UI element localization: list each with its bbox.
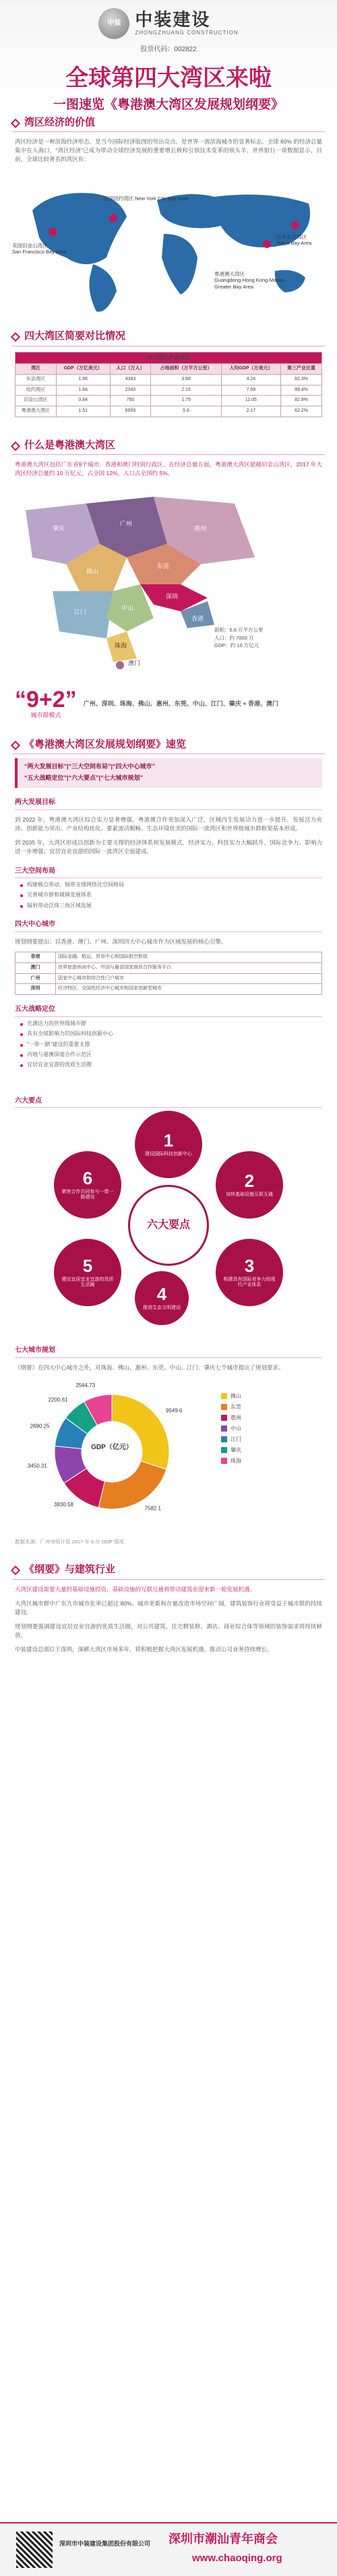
section-title: 《纲要》与建筑行业 <box>24 1564 116 1576</box>
city-label: 惠州 <box>194 525 207 532</box>
outline-pill-line: “两大发展目标”|“三大空间布局”|“四大中心城市” <box>24 763 156 770</box>
table-cell: 82.8% <box>281 396 322 406</box>
gba-stat: GDP：约 10 万亿元 <box>214 642 259 648</box>
section-value-paragraph: 湾区经济是一种滨海经济形态，是当今国际经济版图的突出亮点，是世界一流滨海城市的显著标志。全球 60% 的经济总量集中在入海口，“湾区经济”已成为带动全球经济发展的重要增长极和引领技术变革的领头羊。世界银行一项数据显示，目前，全球比较著名的湾区有： <box>15 138 322 163</box>
section-outline-header <box>12 737 325 754</box>
positions-heading: 五大战略定位 <box>15 1004 322 1017</box>
table-cell: 经济特区、全国性经济中心城市和国家创新型城市 <box>56 984 322 995</box>
section-value-header <box>12 115 325 132</box>
city-label: 香港 <box>191 615 204 623</box>
centers-table <box>15 952 322 995</box>
legend-label: 东莞 <box>231 1403 241 1410</box>
pie-slice <box>112 1394 169 1469</box>
diamond-icon <box>11 118 20 127</box>
pie-value-label: 2690.25 <box>30 1423 50 1430</box>
pie-legend <box>221 1391 241 1467</box>
bay-label-newyork-en: New York City Bay Area <box>135 195 189 202</box>
point-number: 4 <box>156 1284 167 1305</box>
footer <box>0 2522 337 2576</box>
footer-org: 深圳市中装建设集团股份有限公司 <box>59 2540 151 2547</box>
legend-item <box>221 1391 241 1402</box>
centers-note: 规划纲要提出：以香港、澳门、广州、深圳四大中心城市作为区域发展的核心引擎。 <box>15 938 227 945</box>
bay-label-tokyo: 日本东京湾区 <box>276 233 307 240</box>
bay-label-gba: 粤港澳大湾区 <box>214 270 245 277</box>
table-cell: 89.4% <box>281 385 322 396</box>
legend-label: 佛山 <box>231 1392 241 1399</box>
logo-mark-icon: 中装 <box>98 8 129 39</box>
point-label: 建设国际科技创新中心 <box>145 1152 192 1157</box>
table-header: 人均GDP（万美元） <box>221 363 280 374</box>
section-title: 什么是粤港澳大湾区 <box>24 440 116 451</box>
table-row <box>16 385 322 396</box>
gba-map-graphic <box>12 483 325 685</box>
table-row <box>16 952 322 962</box>
bay-compare-table <box>15 352 322 418</box>
diamond-icon <box>11 332 20 342</box>
city-label: 肇庆 <box>53 525 65 532</box>
point-circle <box>54 1151 121 1219</box>
goal-paragraph: 到 2022 年，粤港澳大湾区综合实力显著增强，粤港澳合作更加深入广泛，区域内生发展动力进一步提升，发展活力充沛、创新能力突出、产业结构优化、要素流动顺畅、生态环境优美的国际一流湾区和世界级城市群框架基本形成。 <box>15 816 322 832</box>
point-circle <box>216 1151 283 1219</box>
point-number: 5 <box>82 1255 93 1276</box>
city-label: 深圳 <box>166 593 179 601</box>
outline-pills <box>15 758 322 788</box>
table-cell: 纽约湾区 <box>16 385 57 396</box>
position-item: 宜居宜业宜游的优质生活圈 <box>20 1061 317 1069</box>
six-points-diagram <box>0 1111 337 1326</box>
table-cell: 深圳 <box>16 984 56 995</box>
table-cell: 世界旅游休闲中心、中国与葡语国家商贸合作服务平台 <box>56 962 322 973</box>
table-cell: 1.66 <box>56 385 110 396</box>
legend-label: 江门 <box>231 1436 241 1442</box>
table-cell: 广州 <box>16 973 56 984</box>
table-cell: 5.6 <box>151 406 221 417</box>
point-label: 建设宜居宜业宜游的优质生活圈 <box>61 1277 114 1288</box>
table-header: 人口（万人） <box>110 363 151 374</box>
formula-desc: 广州、深圳、珠海、佛山、惠州、东莞、中山、江门、肇庆 + 香港、澳门 <box>83 700 278 708</box>
section-gba-paragraph: 粤港澳大湾区包括广东省9个城市、香港和澳门特别行政区。在经济总量方面，粤港澳大湾区超越旧金山湾区，2017 年大湾区经济总量约 10 万亿元，占全国 12%，人口占全国约 5%。 <box>15 461 322 477</box>
table-caption: 四大湾区产业对比 <box>16 352 322 363</box>
table-row <box>16 374 322 385</box>
city-label: 澳门 <box>128 660 141 667</box>
goals-heading: 两大发展目标 <box>15 797 322 810</box>
construction-paragraph: 大湾区建设需要大量的基础设施投资，基础设施的互联互通将带动建筑业迎来新一轮发展机遇。 <box>15 1585 256 1593</box>
table-row <box>16 984 322 995</box>
table-cell: 2.15 <box>151 385 221 396</box>
layout-item: 辐射带动泛珠三角区域发展 <box>20 902 317 910</box>
construction-paragraph: 大湾区城市群中广东九市城市化率已超过 80%，城市更新和存量改造市场空间广阔，建筑装饰行业将受益于城市群的持续建设。 <box>15 1599 322 1616</box>
qr-code-icon <box>16 2532 53 2568</box>
header <box>0 0 337 115</box>
legend-label: 珠海 <box>231 1457 241 1464</box>
table-cell: 东京湾区 <box>16 374 57 385</box>
construction-paragraph: 中装建设总部位于深圳，深耕大湾区市场多年，将积极把握大湾区发展机遇，推动公司业务持续增长。 <box>15 1646 273 1653</box>
formula-row <box>15 688 322 720</box>
pie-value-label: 9549.6 <box>166 1407 183 1414</box>
city-label: 东莞 <box>157 563 170 570</box>
section-title: 湾区经济的价值 <box>24 117 96 128</box>
goal-paragraph: 到 2035 年，大湾区形成以创新为主要支撑的经济体系和发展模式，经济实力、科技实力大幅跃升，国际竞争力、影响力进一步增强；宜居宜业宜游的国际一流湾区全面建成。 <box>15 839 322 855</box>
table-header: 第三产业比重 <box>281 363 322 374</box>
city-label: 广州 <box>120 520 133 528</box>
point-number: 1 <box>163 1130 174 1151</box>
table-cell: 1.51 <box>56 406 110 417</box>
legend-item <box>221 1445 241 1456</box>
formula: “9+2” <box>15 687 77 713</box>
point-circle <box>135 1111 202 1178</box>
point-label: 紧密合作共同参与一带一路建设 <box>61 1189 114 1200</box>
city-label: 佛山 <box>86 568 99 576</box>
position-item: 内地与港澳深度合作示范区 <box>20 1051 317 1059</box>
point-number: 2 <box>244 1171 255 1192</box>
pie-value-label: 7582.1 <box>144 1505 161 1512</box>
legend-item <box>221 1423 241 1434</box>
hero-subtitle: 一图速览《粤港澳大湾区发展规划纲要》 <box>53 97 284 112</box>
world-map <box>12 170 325 319</box>
bay-label-sanfrancisco-en: San Francisco Bay Area <box>12 249 67 255</box>
bay-label-newyork: 美国纽约湾区 <box>103 195 133 202</box>
layout-item: 完善城市群和城镇发展体系 <box>20 891 317 899</box>
table-row <box>16 396 322 406</box>
outline-pill-line: “五大战略定位”|“六大要点”|“七大城市规划” <box>24 774 144 781</box>
six-points-heading: 六大要点 <box>15 1096 322 1109</box>
table-cell: 7.09 <box>221 385 280 396</box>
legend-item <box>221 1456 241 1467</box>
legend-item <box>221 1413 241 1423</box>
table-cell: 澳门 <box>16 962 56 973</box>
point-number: 6 <box>82 1167 93 1188</box>
bay-label-gba-en: Guangdong-Hong Kong-Macau Greater Bay Area <box>214 277 285 290</box>
table-cell: 62.2% <box>281 406 322 417</box>
point-label: 加快基础设施互联互通 <box>226 1192 273 1198</box>
centers-heading: 四大中心城市 <box>15 919 322 932</box>
formula-label: 城市群模式 <box>30 712 61 719</box>
company-logo <box>98 8 238 39</box>
legend-swatch <box>221 1447 227 1453</box>
position-item: “一带一路”建设的重要支撑 <box>20 1041 317 1049</box>
construction-paragraph: 规划纲要强调建设宜居宜业宜游的优质生活圈，对公共建筑、住宅精装修、酒店、商业综合体等领域的装饰需求将持续释放。 <box>15 1623 322 1639</box>
table-cell: 4.24 <box>221 374 280 385</box>
bay-label-sanfrancisco: 美国旧金山湾区 <box>12 242 48 249</box>
table-cell: 旧金山湾区 <box>16 396 57 406</box>
pie-value-label: 2200.61 <box>48 1397 68 1403</box>
legend-label: 中山 <box>231 1425 241 1432</box>
diamond-icon <box>11 1566 20 1575</box>
pie-value-label: 3450.31 <box>27 1463 47 1469</box>
layout-heading: 三大空间布局 <box>15 866 322 879</box>
table-cell: 3.68 <box>151 374 221 385</box>
gdp-chart <box>12 1378 325 1533</box>
gba-map <box>12 483 325 685</box>
section-title: 《粤港澳大湾区发展规划纲要》速览 <box>24 739 187 751</box>
point-circle <box>135 1271 189 1325</box>
table-cell: 0.84 <box>56 396 110 406</box>
legend-label: 惠州 <box>231 1414 241 1421</box>
section-construction-header <box>12 1562 325 1580</box>
company-name: 中装建设 <box>135 9 211 30</box>
gba-stat: 人口：约 7000 万 <box>214 634 254 641</box>
table-cell: 82.3% <box>281 374 322 385</box>
diamond-icon <box>11 741 20 750</box>
table-row <box>16 962 322 973</box>
six-points-center <box>128 1185 209 1266</box>
city-label: 珠海 <box>115 642 127 650</box>
seven-cities-heading: 七大城市规划 <box>15 1345 322 1358</box>
point-label: 推进生态文明建设 <box>143 1306 181 1311</box>
footer-url[interactable]: www.chaoqing.org <box>192 2552 282 2564</box>
table-cell: 国家中心城市和综合性门户城市 <box>56 973 322 984</box>
gba-stat: 面积：5.6 万平方公里 <box>214 627 264 634</box>
layout-item: 构建极点带动、轴带支撑网络化空间格局 <box>20 881 317 889</box>
legend-item <box>221 1434 241 1445</box>
position-item: 充满活力的世界级城市群 <box>20 1020 317 1028</box>
footer-watermark: 深圳市潮汕青年商会 <box>168 2532 278 2546</box>
pie-center-label: GDP（亿元） <box>91 1443 133 1451</box>
six-points-center-label: 六大要点 <box>146 1219 190 1231</box>
table-cell: 2340 <box>110 385 151 396</box>
hero-title: 全球第四大湾区来啦 <box>65 65 272 91</box>
point-circle <box>54 1239 121 1306</box>
table-row <box>16 406 322 417</box>
legend-swatch <box>221 1425 227 1432</box>
company-name-en: ZHONGZHUANG CONSTRUCTION <box>135 30 239 36</box>
table-header: GDP（万亿美元） <box>56 363 110 374</box>
point-number: 3 <box>244 1255 255 1276</box>
chart-source: 数据来源：广州市统计局 2017 年 9 市 GDP 情况 <box>15 1538 124 1545</box>
city-label: 江门 <box>74 609 87 616</box>
point-label: 构建具有国际竞争力的现代产业体系 <box>223 1277 276 1288</box>
table-cell: 2.17 <box>221 406 280 417</box>
table-cell: 国际金融、航运、贸易中心和国际航空枢纽 <box>56 952 322 962</box>
pie-value-label: 2564.73 <box>75 1382 96 1389</box>
diamond-icon <box>11 441 20 451</box>
legend-swatch <box>221 1393 227 1399</box>
legend-swatch <box>221 1458 227 1464</box>
stock-code: 股票代码：002822 <box>140 46 197 53</box>
position-item: 具有全球影响力的国际科技创新中心 <box>20 1030 317 1038</box>
table-cell: 香港 <box>16 952 56 962</box>
pie-value-label: 3830.58 <box>54 1501 73 1508</box>
section-title: 四大湾区简要对比情况 <box>24 331 126 342</box>
section-gba-header <box>12 437 325 455</box>
legend-label: 肇庆 <box>231 1446 241 1453</box>
section-compare-header <box>12 329 325 346</box>
table-cell: 粤港澳大湾区 <box>16 406 57 417</box>
table-header: 占地面积（万平方公里） <box>151 363 221 374</box>
table-cell: 1.79 <box>151 396 221 406</box>
table-cell: 11.05 <box>221 396 280 406</box>
bay-label-tokyo-en: Tokyo Bay Area <box>276 240 312 247</box>
table-header: 湾区 <box>16 363 57 374</box>
legend-swatch <box>221 1436 227 1442</box>
seven-cities-intro: 《纲要》在四大中心城市之外，对珠海、佛山、惠州、东莞、中山、江门、肇庆七个城市提出了规划要求。 <box>15 1363 284 1371</box>
legend-swatch <box>221 1404 227 1410</box>
table-cell: 6956 <box>110 406 151 417</box>
pie-slice <box>98 1461 166 1512</box>
legend-swatch <box>221 1415 227 1421</box>
table-cell: 4383 <box>110 374 151 385</box>
table-cell: 760 <box>110 396 151 406</box>
point-circle <box>216 1239 283 1306</box>
table-cell: 1.86 <box>56 374 110 385</box>
legend-item <box>221 1402 241 1413</box>
city-label: 中山 <box>121 605 134 612</box>
table-row <box>16 973 322 984</box>
